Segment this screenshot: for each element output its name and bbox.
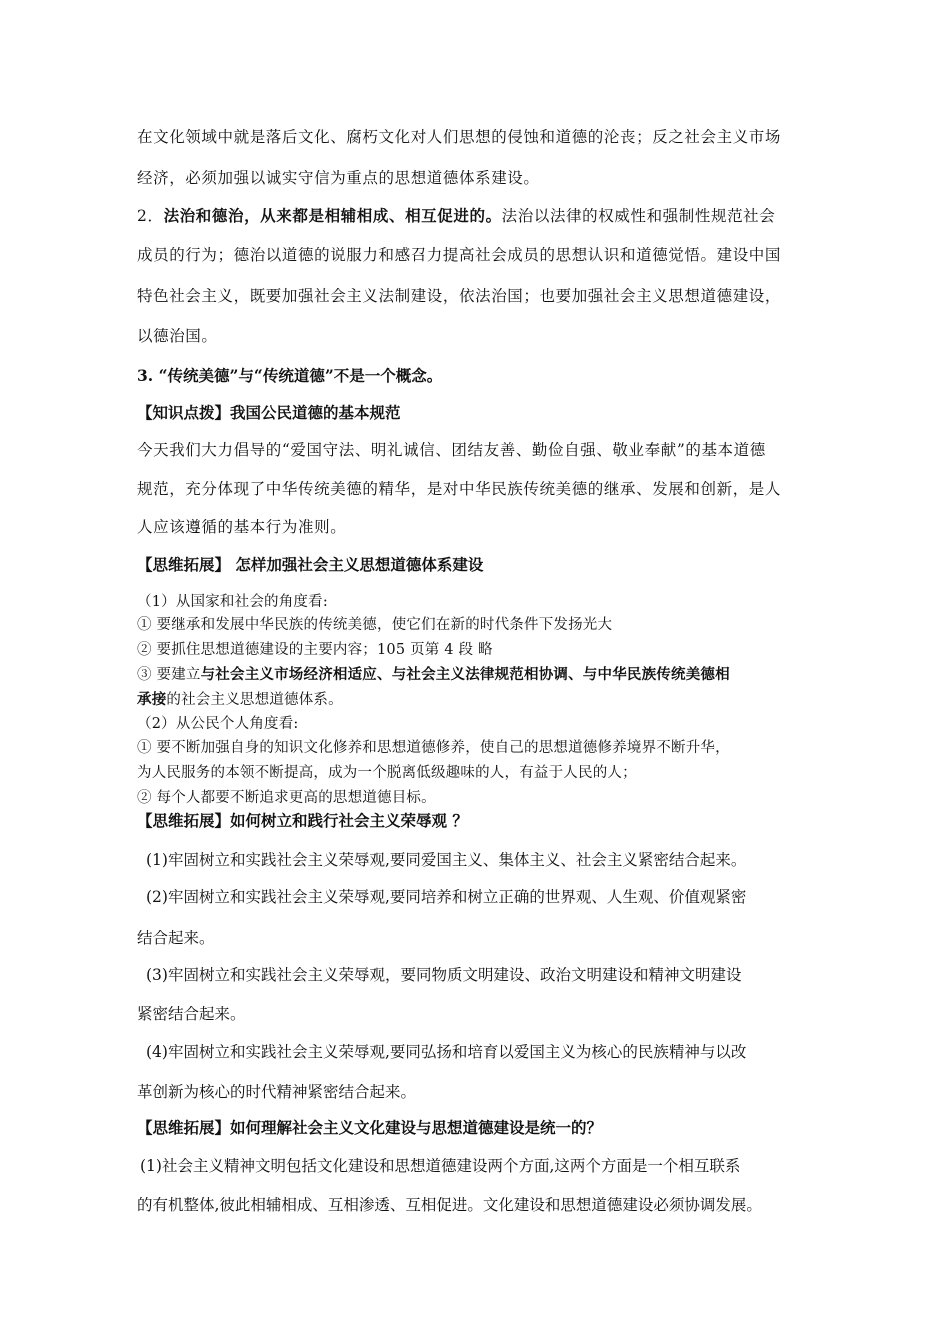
numbered-item-continuation: 紧密结合起来。 [137,1005,246,1023]
numbered-item-continuation: 结合起来。 [137,929,215,947]
list-item [137,665,730,685]
bold-statement: 法治和德治，从来都是相辅相成、相互促进的。 [163,206,502,225]
numbered-item-continuation: 革创新为核心的时代精神紧密结合起来。 [137,1083,417,1101]
section-title-thinking-1: 【思维拓展】 怎样加强社会主义思想道德体系建设 [137,555,484,574]
text-line: 在文化领域中就是落后文化、腐朽文化对人们思想的侵蚀和道德的沦丧；反之社会主义市场 [137,128,782,146]
text-span: ③ 要建立 [137,667,201,683]
text-span: 法治以法律的权威性和强制性规范社会 [501,207,776,225]
bold-span: 与社会主义市场经济相适应、与社会主义法律规范相协调、与中华民族传统美德相 [200,666,730,683]
paragraph-2-line-1 [137,206,775,226]
sub-heading: （1）从国家和社会的角度看: [137,594,328,610]
list-item: ① 要不断加强自身的知识文化修养和思想道德修养，使自己的思想道德修养境界不断升华， [137,740,730,756]
text-line: 今天我们大力倡导的“爱国守法、明礼诚信、团结友善、勤俭自强、敬业奉献”的基本道德 [137,441,766,459]
text-span: 的社会主义思想道德体系。 [166,692,343,708]
text-line: 经济，必须加强以诚实守信为重点的思想道德体系建设。 [137,169,540,187]
list-item: ② 要抓住思想道德建设的主要内容；105 页第 4 段 略 [137,642,493,658]
numbered-item: (2)牢固树立和实践社会主义荣辱观,要同培养和树立正确的世界观、人生观、价值观紧密 [146,888,747,906]
list-item-continuation: 为人民服务的本领不断提高，成为一个脱离低级趣味的人，有益于人民的人； [137,765,637,781]
section-title-thinking-2: 【思维拓展】如何树立和践行社会主义荣辱观 ？ [137,811,468,830]
sub-heading: （2）从公民个人角度看: [137,716,299,732]
section-title-knowledge: 【知识点拨】我国公民道德的基本规范 [137,403,401,422]
numbered-item: (4)牢固树立和实践社会主义荣辱观,要同弘扬和培育以爱国主义为核心的民族精神与以改 [146,1043,747,1061]
text-line: 规范，充分体现了中华传统美德的精华，是对中华民族传统美德的继承、发展和创新，是人 [137,480,782,498]
item-number: 2． [137,207,164,225]
text-line: 人应该遵循的基本行为准则。 [137,518,347,536]
numbered-item-continuation: 的有机整体,彼此相辅相成、互相渗透、互相促进。文化建设和思想道德建设必须协调发展。 [137,1196,762,1214]
numbered-item: (3)牢固树立和实践社会主义荣辱观，要同物质文明建设、政治文明建设和精神文明建设 [146,966,742,984]
numbered-item: (1)社会主义精神文明包括文化建设和思想道德建设两个方面,这两个方面是一个相互联系 [140,1157,741,1175]
numbered-item: (1)牢固树立和实践社会主义荣辱观,要同爱国主义、集体主义、社会主义紧密结合起来。 [146,851,747,869]
section-title-thinking-3: 【思维拓展】如何理解社会主义文化建设与思想道德建设是统一的？ [137,1118,603,1137]
list-item-continuation [137,690,343,710]
heading-3: 3. “传统美德”与“传统道德”不是一个概念。 [137,366,443,385]
text-line: 特色社会主义，既要加强社会主义法制建设，依法治国；也要加强社会主义思想道德建设， [137,287,782,305]
text-line: 以德治国。 [137,327,218,345]
list-item: ① 要继承和发展中华民族的传统美德，使它们在新的时代条件下发扬光大 [137,617,613,633]
list-item: ② 每个人都要不断追求更高的思想道德目标。 [137,790,436,806]
text-line: 成员的行为；德治以道德的说服力和感召力提高社会成员的思想认识和道德觉悟。建设中国 [137,246,782,264]
bold-span: 承接 [137,691,167,708]
